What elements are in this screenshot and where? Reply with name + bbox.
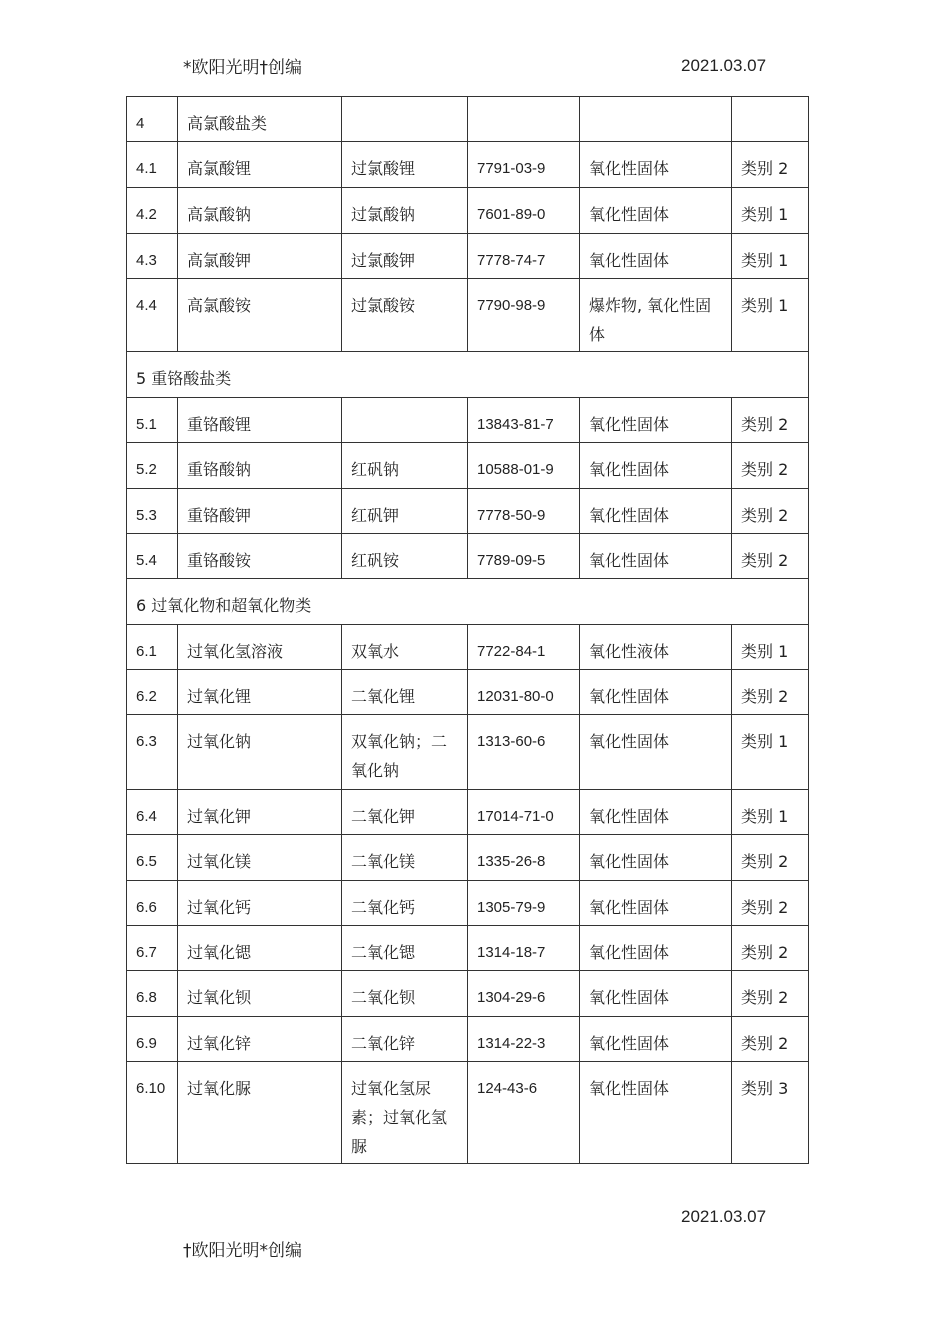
cell-no: 6.9 — [127, 1017, 178, 1062]
cell-name: 重铬酸铵 — [178, 534, 342, 579]
cell-no: 6.3 — [127, 715, 178, 790]
cell-no: 6.8 — [127, 971, 178, 1017]
cell-alias: 二氧化锂 — [342, 670, 468, 715]
cell-alias: 红矾铵 — [342, 534, 468, 579]
cell-no: 6.4 — [127, 790, 178, 835]
table-row — [127, 625, 809, 670]
table-row — [127, 279, 809, 352]
cell-no: 6.1 — [127, 625, 178, 670]
cell-cas: 124-43-6 — [468, 1062, 580, 1164]
cell-cas: 17014-71-0 — [468, 790, 580, 835]
cell-hazard: 氧化性固体 — [580, 188, 732, 234]
cell-alias: 过氯酸钠 — [342, 188, 468, 234]
table-row — [127, 142, 809, 188]
cell-alias — [342, 398, 468, 443]
cell-category: 类别 2 — [732, 670, 809, 715]
cell-no: 6.10 — [127, 1062, 178, 1164]
cell-cas: 7601-89-0 — [468, 188, 580, 234]
cell-cas: 7722-84-1 — [468, 625, 580, 670]
cell-hazard: 氧化性固体 — [580, 1062, 732, 1164]
cell-no: 6.2 — [127, 670, 178, 715]
cell-hazard: 氧化性固体 — [580, 1017, 732, 1062]
cell-name: 高氯酸钾 — [178, 234, 342, 279]
cell-no: 4.4 — [127, 279, 178, 352]
cell-alias: 二氧化锶 — [342, 926, 468, 971]
cell-category: 类别 2 — [732, 881, 809, 926]
cell-cas: 1304-29-6 — [468, 971, 580, 1017]
cell-alias: 红矾钠 — [342, 443, 468, 489]
cell-category: 类别 1 — [732, 188, 809, 234]
table-row — [127, 97, 809, 142]
cell-hazard: 氧化性固体 — [580, 142, 732, 188]
chemicals-table — [126, 96, 809, 1164]
cell-hazard: 氧化性固体 — [580, 881, 732, 926]
cell-cas: 13843-81-7 — [468, 398, 580, 443]
table-row — [127, 971, 809, 1017]
cell-hazard: 氧化性固体 — [580, 790, 732, 835]
cell-name: 过氧化钡 — [178, 971, 342, 1017]
footer-author: †欧阳光明*创编 — [183, 1241, 302, 1261]
table-row — [127, 188, 809, 234]
cell-alias: 二氧化钙 — [342, 881, 468, 926]
cell-category: 类别 1 — [732, 279, 809, 352]
cell-category: 类别 2 — [732, 835, 809, 881]
cell-category: 类别 2 — [732, 1017, 809, 1062]
group-number: 4 — [127, 97, 178, 142]
cell-name: 高氯酸锂 — [178, 142, 342, 188]
section-title: 6 过氧化物和超氧化物类 — [127, 579, 809, 625]
cell-cas: 1313-60-6 — [468, 715, 580, 790]
cell-name: 过氧化钙 — [178, 881, 342, 926]
table-row — [127, 1062, 809, 1164]
cell-no: 5.2 — [127, 443, 178, 489]
table-row — [127, 234, 809, 279]
header-date: 2021.03.07 — [681, 56, 767, 75]
table-row — [127, 670, 809, 715]
cell-name: 过氧化钠 — [178, 715, 342, 790]
table-row — [127, 926, 809, 971]
cell-alias: 双氧化钠；二氧化钠 — [342, 715, 468, 790]
cell-cas: 7778-50-9 — [468, 489, 580, 534]
cell-name: 高氯酸钠 — [178, 188, 342, 234]
cell-category: 类别 2 — [732, 142, 809, 188]
cell-cas: 7778-74-7 — [468, 234, 580, 279]
cell-name: 过氧化氢溶液 — [178, 625, 342, 670]
cell-alias: 过氧化氢尿素；过氧化氢脲 — [342, 1062, 468, 1164]
cell-name: 过氧化镁 — [178, 835, 342, 881]
section-row — [127, 352, 809, 398]
table-row — [127, 398, 809, 443]
cell-category: 类别 2 — [732, 443, 809, 489]
cell-category: 类别 2 — [732, 926, 809, 971]
cell-hazard: 氧化性固体 — [580, 398, 732, 443]
group-name: 高氯酸盐类 — [178, 97, 342, 142]
cell-name: 高氯酸铵 — [178, 279, 342, 352]
cell-hazard: 氧化性固体 — [580, 971, 732, 1017]
cell-name: 重铬酸钾 — [178, 489, 342, 534]
table-row — [127, 835, 809, 881]
cell-name: 重铬酸锂 — [178, 398, 342, 443]
cell-category: 类别 2 — [732, 398, 809, 443]
cell-name: 过氧化锶 — [178, 926, 342, 971]
cell-category: 类别 2 — [732, 971, 809, 1017]
cell-no: 5.3 — [127, 489, 178, 534]
cell-alias: 二氧化镁 — [342, 835, 468, 881]
cell-category: 类别 1 — [732, 234, 809, 279]
cell-hazard: 氧化性固体 — [580, 534, 732, 579]
cell-hazard: 氧化性固体 — [580, 715, 732, 790]
cell-cas: 1335-26-8 — [468, 835, 580, 881]
cell-no: 6.5 — [127, 835, 178, 881]
cell-alias: 过氯酸锂 — [342, 142, 468, 188]
cell-cas: 12031-80-0 — [468, 670, 580, 715]
cell-hazard: 氧化性固体 — [580, 926, 732, 971]
cell-hazard: 氧化性固体 — [580, 489, 732, 534]
cell-category: 类别 1 — [732, 715, 809, 790]
cell-hazard: 氧化性固体 — [580, 234, 732, 279]
table-row — [127, 534, 809, 579]
cell-no: 4.3 — [127, 234, 178, 279]
cell-category: 类别 2 — [732, 534, 809, 579]
cell-hazard: 爆炸物, 氧化性固体 — [580, 279, 732, 352]
cell-alias: 二氧化锌 — [342, 1017, 468, 1062]
section-title: 5 重铬酸盐类 — [127, 352, 809, 398]
cell-hazard: 氧化性固体 — [580, 670, 732, 715]
cell-alias: 二氧化钾 — [342, 790, 468, 835]
cell-cas: 7790-98-9 — [468, 279, 580, 352]
cell-category: 类别 1 — [732, 790, 809, 835]
cell-category: 类别 1 — [732, 625, 809, 670]
cell-name: 过氧化锌 — [178, 1017, 342, 1062]
table-row — [127, 489, 809, 534]
header-author: *欧阳光明†创编 — [183, 58, 302, 78]
cell-alias: 红矾钾 — [342, 489, 468, 534]
cell-category: 类别 2 — [732, 489, 809, 534]
cell-cas: 1314-22-3 — [468, 1017, 580, 1062]
cell-cas: 10588-01-9 — [468, 443, 580, 489]
cell-alias: 过氯酸铵 — [342, 279, 468, 352]
cell-hazard: 氧化性固体 — [580, 835, 732, 881]
cell-no: 5.4 — [127, 534, 178, 579]
table-row — [127, 715, 809, 790]
table-row — [127, 1017, 809, 1062]
cell-name: 过氧化脲 — [178, 1062, 342, 1164]
table-row — [127, 881, 809, 926]
cell-cas: 1305-79-9 — [468, 881, 580, 926]
cell-name: 重铬酸钠 — [178, 443, 342, 489]
table-row — [127, 790, 809, 835]
cell-cas: 7791-03-9 — [468, 142, 580, 188]
footer-date: 2021.03.07 — [681, 1207, 767, 1226]
cell-name: 过氧化锂 — [178, 670, 342, 715]
cell-alias: 二氧化钡 — [342, 971, 468, 1017]
cell-no: 6.7 — [127, 926, 178, 971]
cell-hazard: 氧化性固体 — [580, 443, 732, 489]
cell-hazard: 氧化性液体 — [580, 625, 732, 670]
cell-name: 过氧化钾 — [178, 790, 342, 835]
cell-alias: 过氯酸钾 — [342, 234, 468, 279]
cell-no: 4.1 — [127, 142, 178, 188]
section-row — [127, 579, 809, 625]
cell-no: 4.2 — [127, 188, 178, 234]
cell-no: 5.1 — [127, 398, 178, 443]
cell-cas: 7789-09-5 — [468, 534, 580, 579]
table-row — [127, 443, 809, 489]
cell-category: 类别 3 — [732, 1062, 809, 1164]
cell-no: 6.6 — [127, 881, 178, 926]
cell-alias: 双氧水 — [342, 625, 468, 670]
cell-cas: 1314-18-7 — [468, 926, 580, 971]
